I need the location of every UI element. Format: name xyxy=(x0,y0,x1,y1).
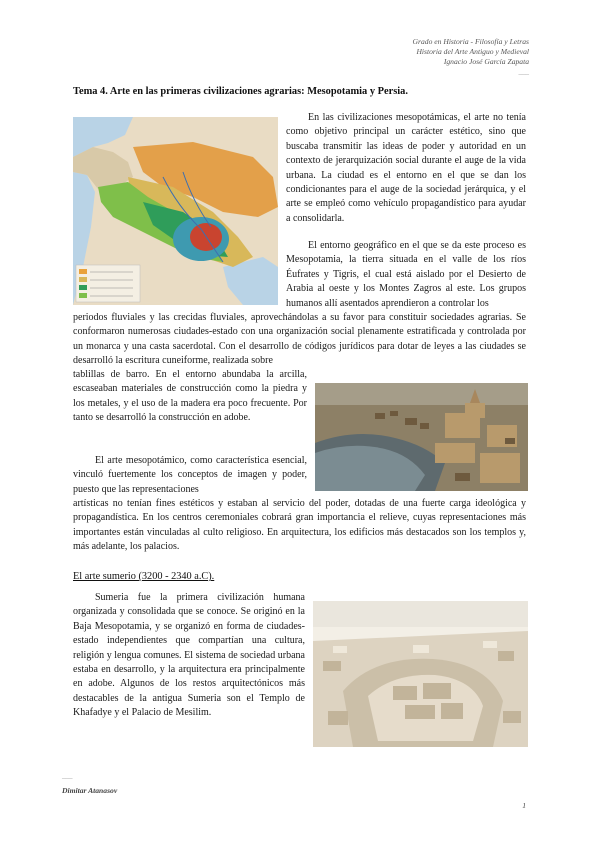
mesopotamia-map-image xyxy=(73,117,278,305)
header-subject: Historia del Arte Antiguo y Medieval xyxy=(416,47,529,57)
header-professor: Ignacio José García Zapata xyxy=(443,57,529,67)
page-title: Tema 4. Arte en las primeras civilizaciones agrarias: Mesopotamia y Persia. xyxy=(73,86,408,97)
sumerian-city-render-image xyxy=(313,601,528,747)
paragraph-geography: El entorno geográfico en el que se da este proceso es Mesopotamia, la tierra situada en el valle de los ríos Éufrates y Tigris, el cual está aislado por el Desierto de Arabia al oeste y los Montes Zagros al este. Los grupos humanos allí asentados aprendieron a controlar los xyxy=(286,240,526,309)
header-course: Grado en Historia - Filosofía y Letras xyxy=(412,37,529,46)
paragraph-art-cont: artísticas no tenían fines estéticos y estaban al servicio del poder, dotadas de una fuerte carga ideológica y propagandística. En los centros ceremoniales cobrará gran importancia el relieve, cuyas representaciones más importantes están vinculadas al culto religioso. En arquitectura, los edificios más destacados son los templos y, más adelante, los palacios. xyxy=(73,498,526,553)
paragraph-intro: En las civilizaciones mesopotámicas, el arte no tenía como objetivo principal un carácter estético, sino que buscaba transmitir las ideas de poder y autoridad en un contexto de jerarquización social durante el auge de la vida urbana. La ciudad es el entorno en el que se dan los condicionantes para el auge de la sociedad jerárquica, y el arte se empleó como vehículo propagandístico para ayudar a consolidarla. xyxy=(286,112,526,224)
paragraph-geography-cont: periodos fluviales y las crecidas fluviales, aprovechándolas a su favor para constituir sociedades agrarias. Se conformaron numerosas ciudades-estado con una organización social plenamente estratificada y controlada por un monarca y una casta sacerdotal. Con el desarrollo de códigos jurídicos para dotar de leyes a las ciudades se desarrolló la escritura cuneiforme, realizada sobre xyxy=(73,312,526,367)
footer-author: Dimitar Atanasov xyxy=(62,786,118,795)
paragraph-sumer: Sumeria fue la primera civilización humana organizada y consolidada que se conoce. Se originó en la Baja Mesopotamia, y se organizó en forma de ciudades-estado independientes que compartían una cultura, religión y lengua comunes. El sistema de sociedad urbana estaba en desarrollo, y la arquitectura era principalmente en adobe. Algunos de los restos arquitectónicos más destacables de la antigua Sumeria son el Templo de Khafadye y el Palacio de Mesilim. xyxy=(73,592,305,719)
ancient-city-aerial-image xyxy=(315,383,528,491)
page-number: 1 xyxy=(522,801,526,810)
footer-rule: ___ xyxy=(62,772,73,780)
page-header xyxy=(413,37,529,76)
section-heading: El arte sumerio (3200 - 2340 a.C). xyxy=(73,571,215,582)
paragraph-materials: tablillas de barro. En el entorno abundaba la arcilla, escaseaban materiales de construcción como la piedra y los metales, y el uso de la madera era poco frecuente. Por tanto se desarrolló la construcción en adobe. xyxy=(73,369,307,424)
paragraph-art: El arte mesopotámico, como característica esencial, vinculó fuertemente los conceptos de imagen y poder, puesto que las representaciones xyxy=(73,455,307,495)
header-rule: ___ xyxy=(518,67,529,76)
